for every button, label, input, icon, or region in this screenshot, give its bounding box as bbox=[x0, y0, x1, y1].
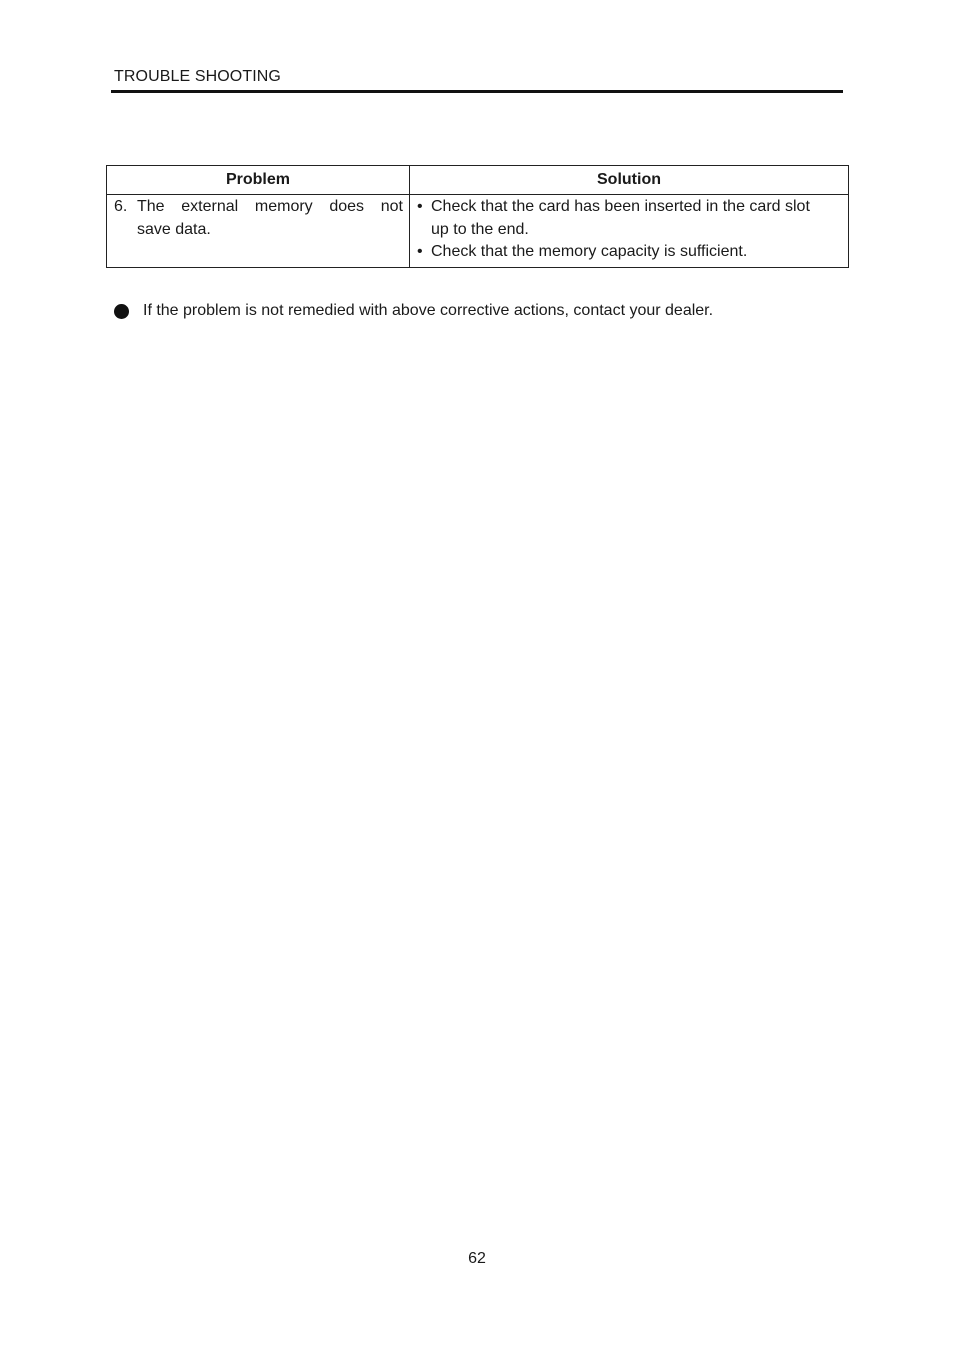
note bbox=[114, 302, 713, 320]
problem-column-header: Problem bbox=[107, 166, 410, 195]
table-header-row bbox=[107, 166, 849, 195]
filled-circle-bullet-icon bbox=[114, 304, 129, 319]
problem-text bbox=[137, 196, 403, 241]
problem-text-line2: save data. bbox=[137, 220, 211, 238]
solution-text-line1: Check that the card has been inserted in the card slot bbox=[431, 198, 810, 215]
section-title: TROUBLE SHOOTING bbox=[114, 68, 281, 85]
bullet-icon: • bbox=[417, 243, 423, 260]
table-row bbox=[107, 195, 849, 268]
solution-item bbox=[417, 196, 842, 241]
solution-column-header: Solution bbox=[410, 166, 849, 195]
page-number: 62 bbox=[468, 1250, 486, 1267]
solution-text-line1: Check that the memory capacity is sufficient. bbox=[431, 243, 748, 260]
solution-text-line2: up to the end. bbox=[431, 220, 529, 238]
solution-cell bbox=[410, 195, 849, 268]
problem-cell bbox=[107, 195, 410, 268]
problem-text-line1: The external memory does not bbox=[137, 198, 403, 215]
bullet-icon: • bbox=[417, 198, 423, 215]
note-text: If the problem is not remedied with above corrective actions, contact your dealer. bbox=[143, 302, 714, 319]
solution-item bbox=[417, 241, 842, 264]
problem-number: 6. bbox=[114, 198, 128, 215]
troubleshooting-table bbox=[106, 165, 849, 268]
page-header bbox=[111, 66, 843, 93]
